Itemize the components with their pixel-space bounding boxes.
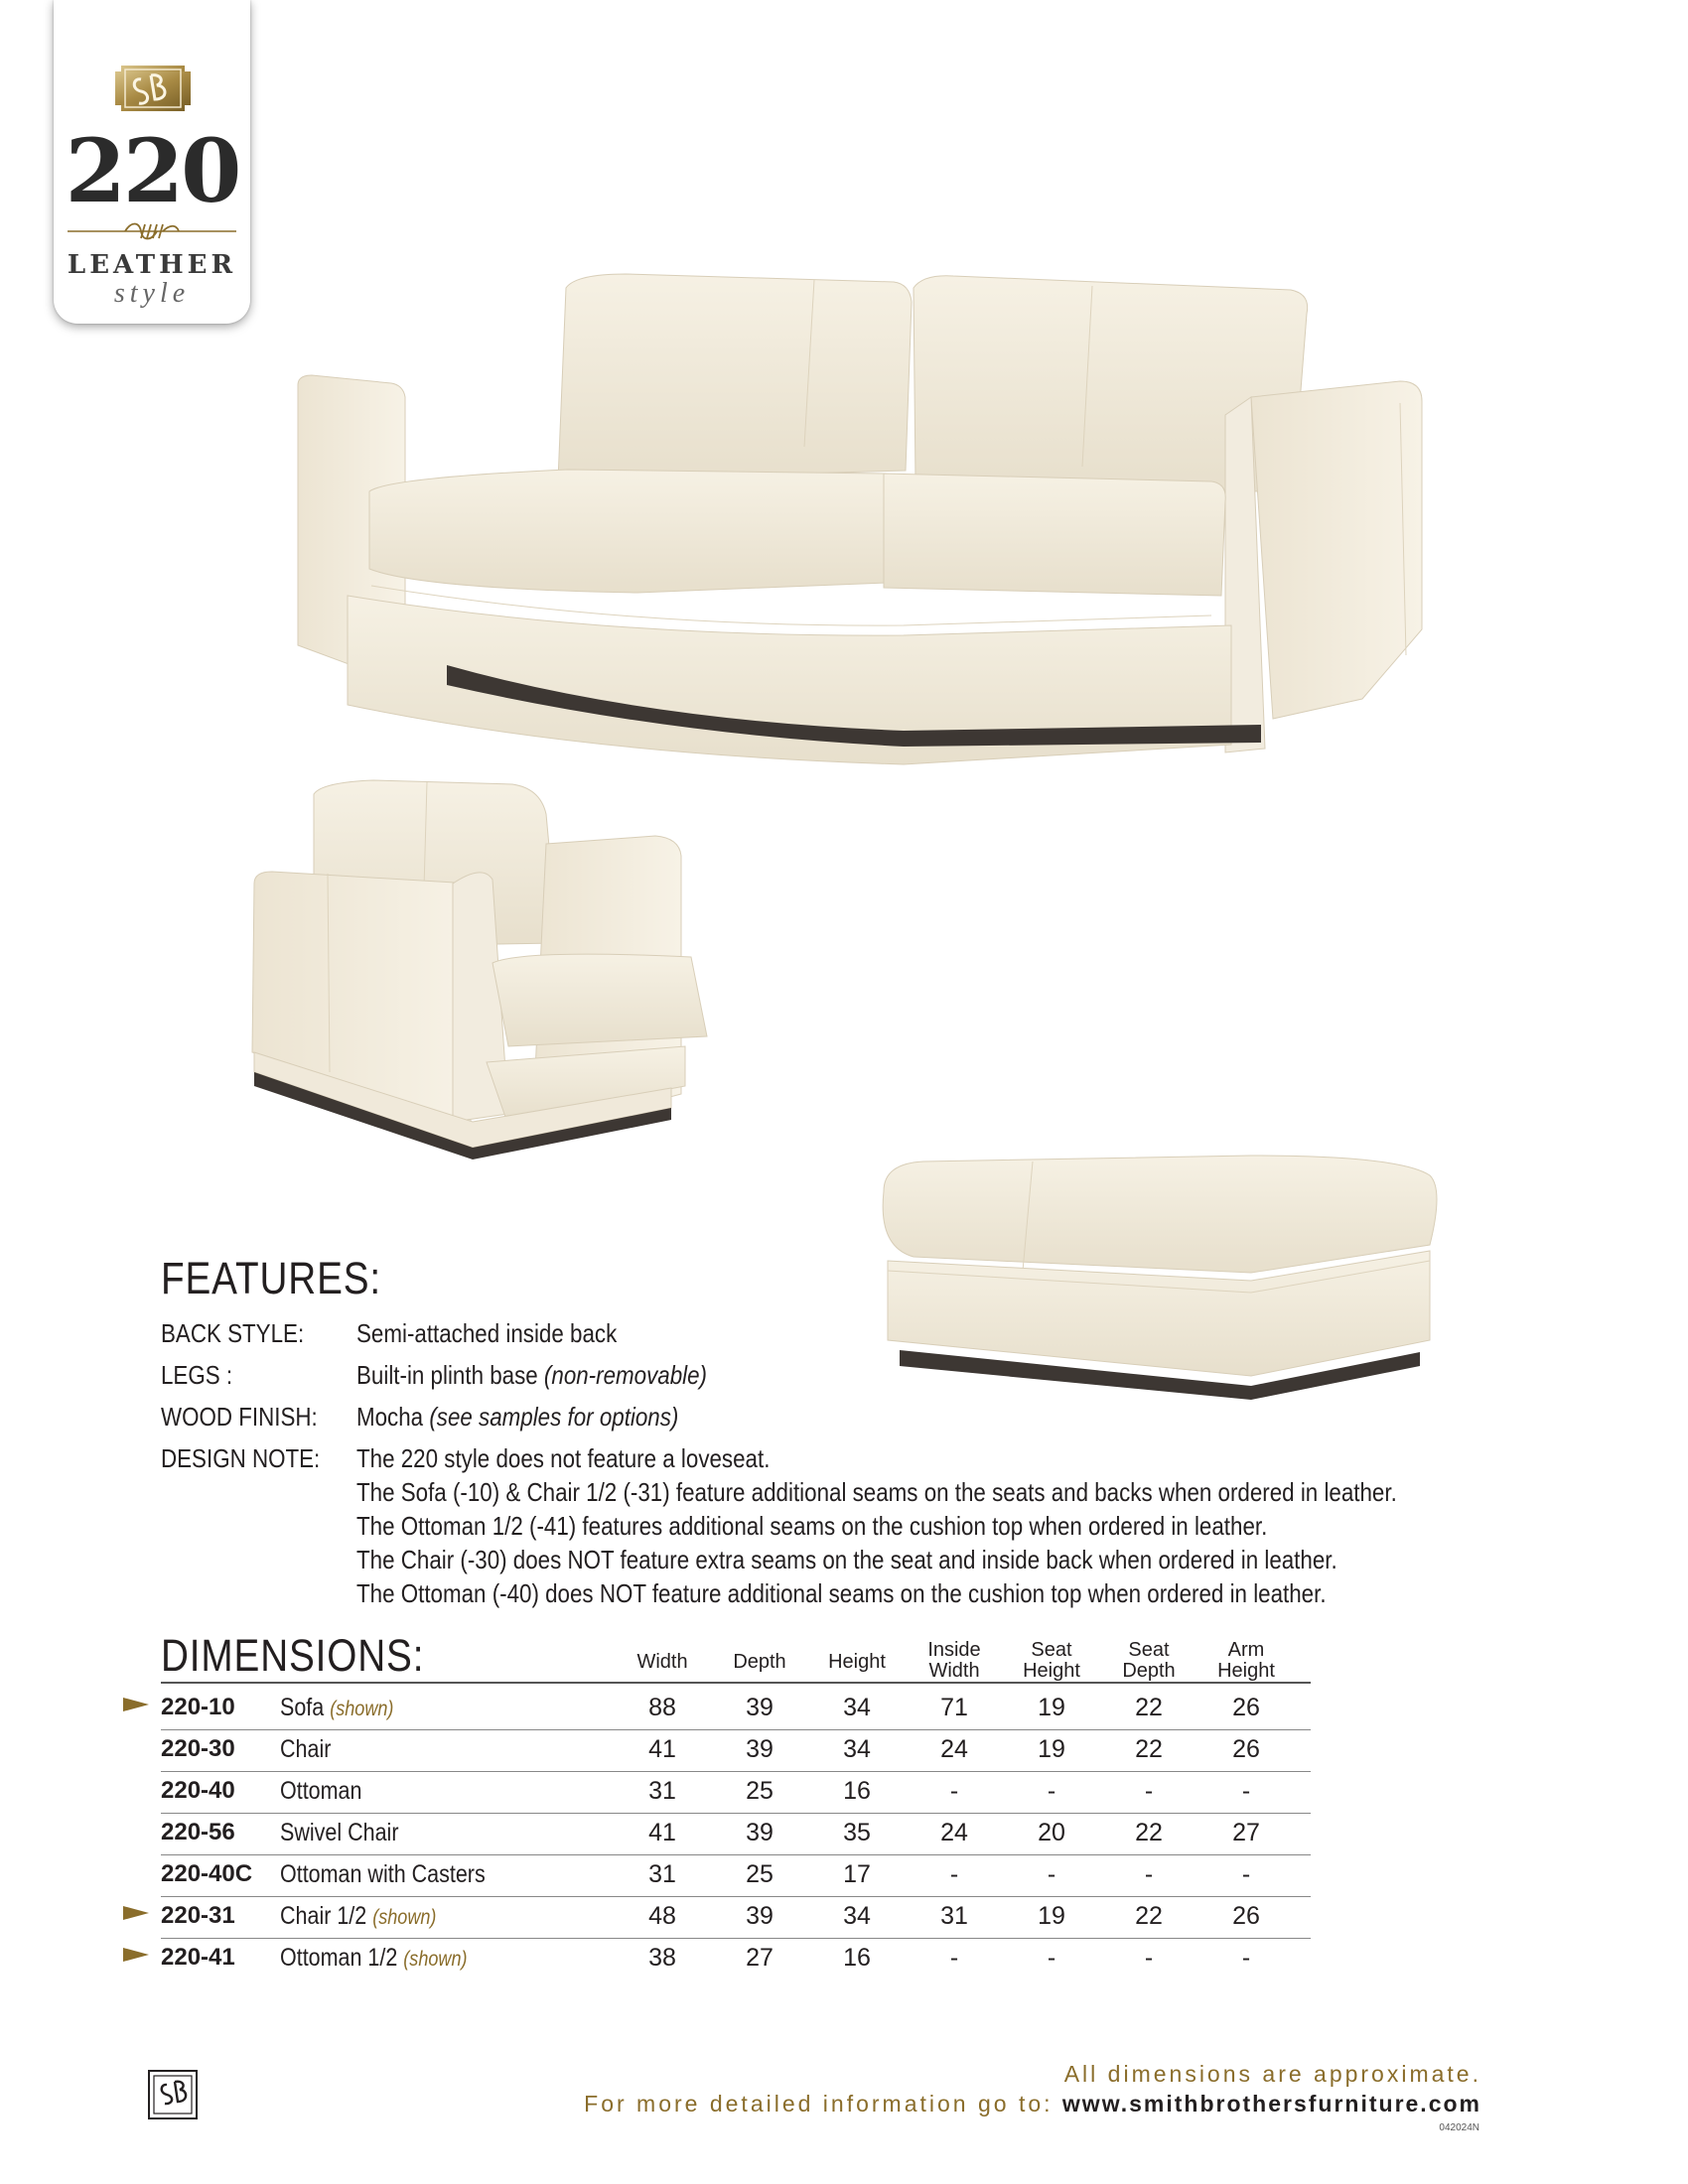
feature-note: (non-removable) xyxy=(543,1360,707,1390)
dimension-value: 27 xyxy=(1232,1819,1260,1846)
dimension-value: 17 xyxy=(843,1860,871,1888)
dimension-value: 41 xyxy=(648,1735,676,1763)
dimension-value: 16 xyxy=(843,1944,871,1972)
table-row xyxy=(0,1938,1688,1979)
dimension-value: 34 xyxy=(843,1735,871,1763)
model-name: Sofa xyxy=(280,1694,331,1721)
dimension-value: 31 xyxy=(648,1777,676,1805)
dimension-value: 16 xyxy=(843,1777,871,1805)
dimension-value: 19 xyxy=(1038,1902,1065,1930)
ottoman-image xyxy=(874,1152,1450,1410)
dimension-value: 39 xyxy=(746,1902,774,1930)
model-code: 220-41 xyxy=(161,1944,235,1971)
column-header-inside-width: Inside Width xyxy=(927,1639,981,1682)
model-name: Chair xyxy=(280,1735,332,1763)
model-code: 220-10 xyxy=(161,1694,235,1720)
dimension-value: 31 xyxy=(940,1902,968,1930)
dimension-value: 27 xyxy=(746,1944,774,1972)
dimension-value: 88 xyxy=(648,1694,676,1721)
design-note-line: The Ottoman 1/2 (-41) features additional seams on the cushion top when ordered in leather. xyxy=(356,1511,1268,1541)
table-row xyxy=(0,1854,1688,1896)
shown-tag: (shown) xyxy=(403,1948,468,1971)
dimension-value: 48 xyxy=(648,1902,676,1930)
dimension-value: - xyxy=(1241,1777,1251,1805)
model-name: Swivel Chair xyxy=(280,1819,399,1846)
table-row xyxy=(0,1771,1688,1813)
dimension-value: 41 xyxy=(648,1819,676,1846)
dimension-value: 22 xyxy=(1135,1819,1163,1846)
dimension-value: 26 xyxy=(1232,1735,1260,1763)
feature-label: BACK STYLE: xyxy=(161,1318,305,1348)
dimension-value: - xyxy=(1144,1777,1154,1805)
dimension-value: - xyxy=(949,1860,959,1888)
model-code: 220-56 xyxy=(161,1819,235,1845)
feature-note: (see samples for options) xyxy=(429,1402,679,1432)
model-name: Ottoman 1/2 xyxy=(280,1944,404,1972)
dimension-value: 35 xyxy=(843,1819,871,1846)
dimension-value: - xyxy=(1241,1860,1251,1888)
dimension-value: 39 xyxy=(746,1735,774,1763)
column-header-seat-depth: Seat Depth xyxy=(1122,1639,1176,1682)
chair-image xyxy=(218,774,884,1231)
dimension-value: 20 xyxy=(1038,1819,1065,1846)
more-info-line: For more detailed information go to: www.smithbrothersfurniture.com xyxy=(584,2091,1481,2116)
dimension-value: - xyxy=(949,1944,959,1972)
style-badge xyxy=(54,0,250,324)
feature-value: Mocha xyxy=(356,1402,430,1432)
dimension-value: 25 xyxy=(746,1777,774,1805)
shown-arrow-icon xyxy=(123,1904,149,1922)
table-row xyxy=(0,1688,1688,1729)
badge-style-word: style xyxy=(113,278,191,309)
website-link[interactable]: www.smithbrothersfurniture.com xyxy=(1061,2091,1481,2116)
brand-logo-icon xyxy=(147,2069,199,2120)
dimension-value: 22 xyxy=(1135,1902,1163,1930)
column-header-seat-height: Seat Height xyxy=(1023,1639,1080,1682)
dimensions-heading: DIMENSIONS: xyxy=(161,1630,425,1681)
feature-value: Built-in plinth base xyxy=(356,1360,544,1390)
model-name: Ottoman with Casters xyxy=(280,1860,486,1888)
dimension-value: 24 xyxy=(940,1735,968,1763)
approximate-disclaimer: All dimensions are approximate. xyxy=(1063,2061,1481,2087)
shown-arrow-icon xyxy=(123,1696,149,1713)
document-code: 042024N xyxy=(1439,2122,1479,2133)
dimension-value: 38 xyxy=(648,1944,676,1972)
shown-tag: (shown) xyxy=(372,1906,437,1929)
features-heading: FEATURES: xyxy=(161,1253,382,1303)
model-code: 220-31 xyxy=(161,1902,235,1929)
table-row xyxy=(0,1813,1688,1854)
design-note-line: The Chair (-30) does NOT feature extra seams on the seat and inside back when ordered in leather. xyxy=(356,1545,1337,1574)
dimension-value: - xyxy=(1047,1777,1056,1805)
dimension-value: - xyxy=(1144,1944,1154,1972)
dimension-value: 19 xyxy=(1038,1735,1065,1763)
dimension-value: - xyxy=(1144,1860,1154,1888)
dimension-value: 22 xyxy=(1135,1735,1163,1763)
dimension-value: - xyxy=(1047,1860,1056,1888)
shown-arrow-icon xyxy=(123,1946,149,1964)
model-code: 220-40C xyxy=(161,1860,253,1887)
dimension-value: 26 xyxy=(1232,1902,1260,1930)
dimension-value: 71 xyxy=(940,1694,968,1721)
model-code: 220-40 xyxy=(161,1777,235,1804)
column-header-width: Width xyxy=(636,1651,688,1673)
table-header-rule xyxy=(161,1682,1311,1684)
dimension-value: 31 xyxy=(648,1860,676,1888)
feature-label: WOOD FINISH: xyxy=(161,1402,318,1432)
feature-label: DESIGN NOTE: xyxy=(161,1443,321,1473)
table-row xyxy=(0,1896,1688,1938)
dimension-value: 22 xyxy=(1135,1694,1163,1721)
feature-label: LEGS : xyxy=(161,1360,233,1390)
style-number: 220 xyxy=(65,119,239,222)
flourish-divider-icon xyxy=(64,216,240,244)
column-header-arm-height: Arm Height xyxy=(1217,1639,1275,1682)
dimension-value: - xyxy=(1047,1944,1056,1972)
model-name: Chair 1/2 xyxy=(280,1902,373,1930)
dimension-value: 24 xyxy=(940,1819,968,1846)
feature-value: Semi-attached inside back xyxy=(356,1318,618,1348)
brand-logo-icon xyxy=(111,56,195,121)
shown-tag: (shown) xyxy=(330,1698,394,1720)
dimension-value: 34 xyxy=(843,1694,871,1721)
dimension-value: 39 xyxy=(746,1694,774,1721)
dimension-value: 19 xyxy=(1038,1694,1065,1721)
dimension-value: 25 xyxy=(746,1860,774,1888)
dimension-value: 39 xyxy=(746,1819,774,1846)
sofa-image xyxy=(288,268,1479,804)
dimension-value: 26 xyxy=(1232,1694,1260,1721)
column-header-depth: Depth xyxy=(733,1651,786,1673)
badge-material: LEATHER xyxy=(67,250,237,280)
dimension-value: - xyxy=(949,1777,959,1805)
model-name: Ottoman xyxy=(280,1777,362,1805)
design-note-line: The Sofa (-10) & Chair 1/2 (-31) feature additional seams on the seats and backs when ordered in leather. xyxy=(356,1477,1397,1507)
table-row xyxy=(0,1729,1688,1771)
design-note-line: The 220 style does not feature a loveseat. xyxy=(356,1443,771,1473)
model-code: 220-30 xyxy=(161,1735,235,1762)
dimension-value: 34 xyxy=(843,1902,871,1930)
column-header-height: Height xyxy=(828,1651,886,1673)
dimension-value: - xyxy=(1241,1944,1251,1972)
design-note-line: The Ottoman (-40) does NOT feature additional seams on the cushion top when ordered in leather. xyxy=(356,1578,1327,1608)
